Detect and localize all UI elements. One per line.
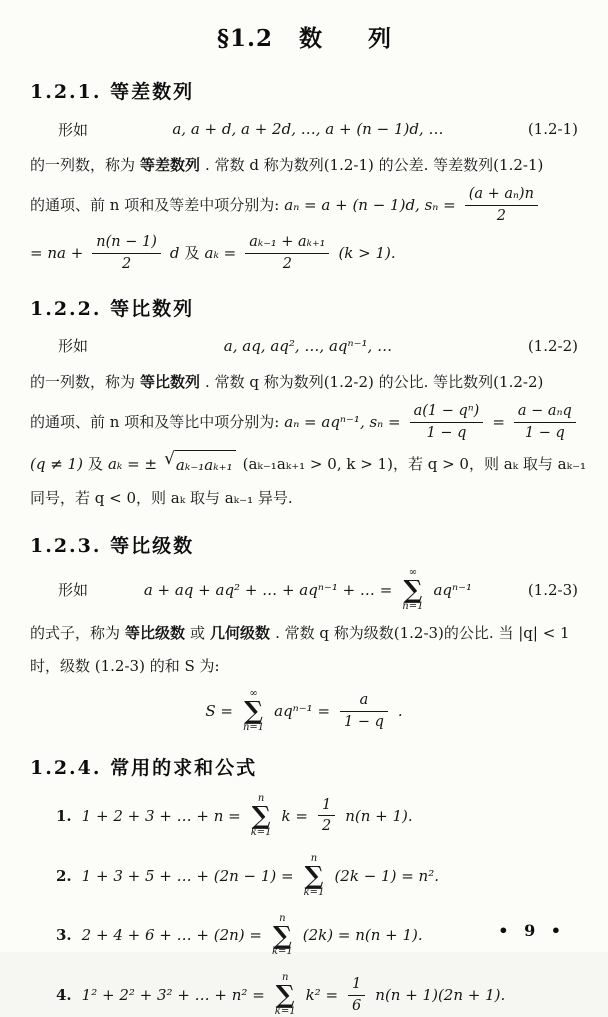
bold-term: 等差数列: [140, 156, 201, 174]
mixed-run: (aₖ₋₁aₖ₊₁ > 0, k > 1)，若 q > 0，则 aₖ 取与 aₖ₋₁: [242, 454, 587, 473]
math-run: k =: [281, 806, 308, 825]
sum-upper-limit: n: [257, 793, 265, 805]
lead-word: 形如: [58, 581, 89, 600]
math-run: 1² + 2² + 3² + … + n² =: [81, 986, 265, 1005]
item-number: 3.: [56, 926, 72, 945]
text-run: 时，级数 (1.2-3) 的和 S 为:: [30, 657, 220, 676]
sigma-icon: ∑: [251, 801, 271, 831]
math-run: k² =: [305, 986, 339, 1005]
math-run: (2k − 1) = n².: [334, 866, 439, 885]
text-run: . 常数 q 称为数列(1.2-2) 的公比. 等比数列(1.2-2): [205, 372, 544, 391]
math-run: = na +: [30, 244, 84, 263]
sum-lower-limit: k=1: [303, 886, 325, 898]
numerator: 1: [348, 975, 365, 996]
paragraph-line: [30, 233, 578, 274]
math-run: 1 + 3 + 5 + … + (2n − 1) =: [81, 866, 294, 885]
paragraph-line: [30, 402, 578, 443]
numerator: n(n − 1): [92, 233, 161, 254]
series-formula-left: a + aq + aq² + … + aqⁿ⁻¹ + … =: [143, 580, 393, 599]
numerator: a(1 − qⁿ): [410, 402, 484, 423]
paragraph-line: [30, 448, 587, 478]
formula-item-1: [30, 794, 578, 838]
section-geometric-sequence: [30, 294, 587, 511]
sequence-formula: a, aq, aq², …, aqⁿ⁻¹, …: [223, 336, 393, 355]
text-run: 的一列数，称为: [30, 156, 136, 174]
paragraph-line: [30, 653, 578, 679]
text-run: 的一列数，称为: [30, 372, 136, 391]
formula-item-3: [30, 914, 578, 958]
text-run: 或: [190, 623, 206, 642]
sum-upper-limit: n: [310, 852, 318, 864]
math-run: n(n + 1)(2n + 1).: [375, 986, 506, 1005]
bold-term: 等比级数: [125, 623, 186, 642]
sum-lower-limit: n=1: [402, 600, 424, 612]
lead-word: 形如: [58, 120, 89, 139]
summation-symbol: [402, 568, 423, 612]
numbered-formula-line: [30, 568, 578, 612]
sum-lower-limit: k=1: [271, 946, 293, 958]
page-number: • 9 •: [498, 921, 566, 940]
formula-item-2: [30, 854, 578, 898]
denominator: 1 − q: [524, 424, 565, 441]
section-heading: 1.2.4. 常用的求和公式: [30, 757, 258, 780]
series-formula-right: aqⁿ⁻¹: [433, 580, 473, 599]
numbered-formula-line: [30, 331, 578, 361]
fraction: [348, 975, 365, 1016]
paragraph-line: [30, 620, 578, 646]
denominator: 2: [496, 208, 506, 225]
sigma-icon: ∑: [244, 696, 263, 726]
numerator: (a + aₙ)n: [465, 185, 538, 206]
item-number: 1.: [56, 806, 72, 825]
display-formula: [30, 689, 578, 733]
sequence-formula: a, a + d, a + 2d, …, a + (n − 1)d, …: [172, 120, 444, 138]
fraction: [92, 233, 161, 274]
fraction: [340, 691, 388, 732]
math-run: aₙ = a + (n − 1)d, sₙ =: [284, 196, 456, 215]
sigma-icon: ∑: [304, 860, 324, 890]
numerator: a: [340, 691, 388, 712]
math-run: 1 + 2 + 3 + … + n =: [81, 806, 241, 825]
fraction: [514, 402, 576, 443]
sigma-icon: ∑: [275, 980, 295, 1010]
section-geometric-series: [30, 531, 578, 733]
title-word-2: 列: [368, 25, 392, 52]
lead-word: 形如: [58, 337, 89, 356]
radicand: aₖ₋₁aₖ₊₁: [175, 450, 236, 478]
text-run: 的式子，称为: [30, 623, 121, 642]
sigma-icon: ∑: [272, 920, 292, 950]
fraction: [465, 185, 538, 226]
denominator: 1 − q: [344, 713, 384, 730]
equation-number: (1.2-2): [527, 336, 578, 355]
math-run: aqⁿ⁻¹ =: [274, 702, 331, 721]
text-run: 的通项、前 n 项和及等差中项分别为:: [30, 196, 280, 215]
sum-upper-limit: n: [279, 912, 286, 924]
section-arithmetic-sequence: [30, 77, 578, 274]
section-heading: 1.2.3. 等比级数: [30, 535, 195, 558]
paragraph-line: [30, 152, 578, 178]
bold-term: 几何级数: [210, 623, 271, 642]
math-run: n(n + 1).: [345, 806, 413, 825]
section-heading: 1.2.1. 等差数列: [30, 81, 195, 103]
text-run: . 常数 d 称为数列(1.2-1) 的公差. 等差数列(1.2-1): [205, 156, 544, 174]
denominator: 1 − q: [426, 424, 467, 441]
title-section-number: §1.2: [216, 25, 273, 52]
numerator: 1: [318, 796, 335, 817]
math-run: aₙ = aqⁿ⁻¹, sₙ =: [284, 413, 401, 432]
text-run: 及: [184, 244, 200, 263]
summation-symbol: [272, 914, 293, 958]
denominator: 2: [321, 818, 332, 835]
fraction: [245, 233, 329, 274]
paragraph-line: [30, 185, 578, 226]
radical-sign: √: [164, 448, 175, 469]
denominator: 2: [282, 255, 292, 272]
bold-term: 等比数列: [140, 372, 201, 391]
summation-symbol: [243, 689, 264, 733]
square-root: [164, 450, 236, 478]
section-heading: 1.2.2. 等比数列: [30, 297, 195, 320]
formula-list: [30, 794, 578, 1017]
math-run: (k > 1).: [338, 244, 396, 263]
summation-symbol: [304, 854, 325, 898]
page-title: [30, 20, 578, 53]
math-run: S =: [205, 702, 233, 721]
title-word-1: 数: [299, 25, 323, 52]
math-run: .: [397, 702, 403, 721]
item-number: 2.: [56, 866, 72, 885]
sum-lower-limit: k=1: [250, 826, 272, 838]
fraction: [410, 402, 484, 443]
denominator: 6: [352, 997, 362, 1014]
math-run: =: [492, 413, 505, 432]
text-run: . 常数 q 称为级数(1.2-3)的公比. 当 |q| < 1: [275, 623, 570, 642]
formula-item-4: [30, 973, 578, 1017]
equation-number: (1.2-1): [527, 120, 578, 138]
math-run: 2 + 4 + 6 + … + (2n) =: [81, 926, 262, 945]
math-run: (2k) = n(n + 1).: [302, 926, 423, 945]
summation-symbol: [275, 973, 296, 1017]
summation-symbol: [251, 794, 272, 838]
paragraph-line: [30, 485, 578, 511]
mixed-run: 同号，若 q < 0，则 aₖ 取与 aₖ₋₁ 异号.: [30, 488, 293, 507]
sum-lower-limit: k=1: [274, 1006, 296, 1017]
numbered-formula-line: [30, 114, 578, 144]
sum-upper-limit: ∞: [249, 688, 258, 700]
text-run: 的通项、前 n 项和及等比中项分别为:: [30, 413, 280, 432]
sum-upper-limit: n: [281, 972, 289, 984]
math-run: d: [169, 244, 180, 263]
section-summation-formulas: [30, 753, 578, 1017]
denominator: 2: [121, 255, 132, 272]
numerator: aₖ₋₁ + aₖ₊₁: [245, 233, 329, 254]
sigma-icon: ∑: [403, 575, 423, 605]
sum-upper-limit: ∞: [408, 567, 418, 579]
paragraph-line: [30, 369, 578, 395]
fraction: [318, 796, 335, 837]
numerator: a − aₙq: [514, 402, 576, 423]
equation-number: (1.2-3): [527, 580, 578, 599]
math-run: aₖ =: [204, 244, 237, 263]
math-run: (q ≠ 1): [30, 454, 83, 473]
item-number: 4.: [56, 986, 72, 1005]
text-run: 及: [87, 454, 103, 473]
sum-lower-limit: n=1: [242, 722, 265, 734]
math-run: aₖ = ±: [107, 454, 158, 473]
